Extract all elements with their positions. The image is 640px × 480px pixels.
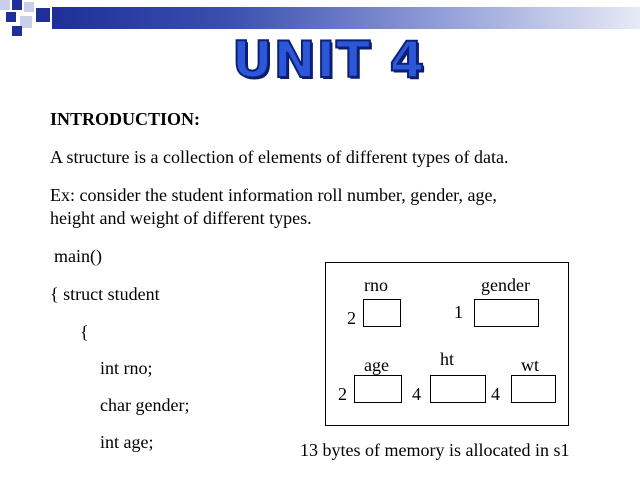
field-label-age: age	[364, 355, 389, 375]
field-label-rno: rno	[364, 275, 388, 295]
slide-title: UNIT 4	[232, 31, 426, 89]
field-label-ht: ht	[440, 349, 455, 369]
memory-cell-gender	[474, 299, 539, 327]
square-1	[0, 0, 10, 10]
definition-text: A structure is a collection of elements of different types of data.	[50, 147, 509, 167]
square-7	[12, 26, 22, 36]
memory-cell-age	[354, 375, 402, 403]
section-heading: INTRODUCTION:	[50, 109, 201, 129]
field-label-wt: wt	[521, 355, 539, 375]
field-size-wt: 4	[491, 384, 500, 404]
square-5	[6, 12, 16, 22]
code-line: main()	[54, 246, 102, 266]
code-line: int rno;	[100, 358, 153, 378]
memory-caption: 13 bytes of memory is allocated in s1	[300, 440, 570, 460]
memory-cell-wt	[511, 375, 556, 403]
code-line: {	[80, 322, 89, 342]
code-line: int age;	[100, 432, 154, 452]
memory-cell-ht	[430, 375, 486, 403]
field-size-rno: 2	[347, 308, 356, 328]
header-gradient-bar	[52, 7, 640, 29]
example-line-2: height and weight of different types.	[50, 208, 312, 228]
field-size-ht: 4	[412, 384, 421, 404]
memory-cell-rno	[363, 299, 401, 327]
code-line: { struct student	[50, 284, 160, 304]
field-size-gender: 1	[454, 302, 463, 322]
square-4	[36, 8, 50, 22]
example-line-1: Ex: consider the student information roll number, gender, age,	[50, 185, 497, 205]
field-size-age: 2	[338, 384, 347, 404]
field-label-gender: gender	[481, 275, 530, 295]
code-line: char gender;	[100, 395, 190, 415]
memory-diagram	[325, 262, 569, 426]
square-2	[12, 0, 22, 10]
square-3	[24, 2, 34, 12]
